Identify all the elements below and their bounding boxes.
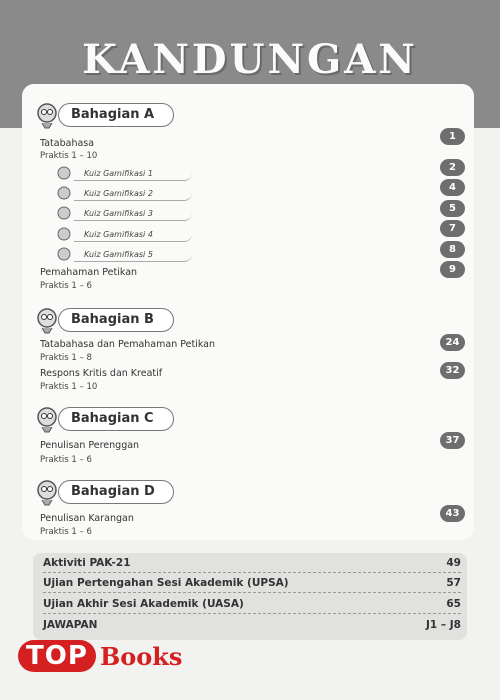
page-badge: 24 bbox=[440, 334, 465, 351]
extras-page: J1 – J8 bbox=[426, 619, 461, 631]
quiz-label: Kuiz Gamifikasi 5 bbox=[74, 247, 192, 262]
extras-label: Ujian Pertengahan Sesi Akademik (UPSA) bbox=[43, 577, 289, 589]
logo-top-text: TOP bbox=[18, 640, 96, 672]
topic-tatabahasa: Tatabahasa bbox=[40, 138, 95, 149]
extras-page: 65 bbox=[446, 598, 461, 610]
extras-label: Ujian Akhir Sesi Akademik (UASA) bbox=[43, 598, 244, 610]
extras-box bbox=[33, 553, 467, 640]
section-header-c bbox=[32, 404, 174, 434]
quiz-label: Kuiz Gamifikasi 4 bbox=[74, 227, 192, 242]
topic-item: Penulisan Karangan bbox=[40, 513, 134, 524]
extras-page: 49 bbox=[446, 557, 461, 569]
quiz-item bbox=[56, 205, 192, 221]
section-label: Bahagian A bbox=[58, 103, 174, 127]
quiz-item bbox=[56, 246, 192, 262]
logo-books-text: Books bbox=[100, 642, 183, 671]
quiz-label: Kuiz Gamifikasi 1 bbox=[74, 166, 192, 181]
extras-row bbox=[43, 573, 461, 593]
extras-label: Aktiviti PAK-21 bbox=[43, 557, 131, 569]
quiz-item bbox=[56, 185, 192, 201]
brain-icon bbox=[56, 246, 72, 262]
section-header-b bbox=[32, 305, 174, 335]
page-title: KANDUNGAN bbox=[82, 36, 418, 83]
praktis-label: Praktis 1 – 6 bbox=[40, 455, 92, 465]
section-label: Bahagian D bbox=[58, 480, 174, 504]
praktis-label: Praktis 1 – 6 bbox=[40, 281, 92, 291]
praktis-label: Praktis 1 – 10 bbox=[40, 382, 98, 392]
page-badge: 43 bbox=[440, 505, 465, 522]
quiz-item bbox=[56, 226, 192, 242]
extras-page: 57 bbox=[446, 577, 461, 589]
page-badge: 1 bbox=[440, 128, 465, 145]
topic-item: Tatabahasa dan Pemahaman Petikan bbox=[40, 339, 216, 350]
page-badge: 37 bbox=[440, 432, 465, 449]
topic-item: Penulisan Perenggan bbox=[40, 440, 140, 451]
quiz-item bbox=[56, 165, 192, 181]
section-label: Bahagian C bbox=[58, 407, 174, 431]
section-label: Bahagian B bbox=[58, 308, 174, 332]
brain-icon bbox=[56, 226, 72, 242]
section-header-a bbox=[32, 100, 174, 130]
brain-icon bbox=[56, 205, 72, 221]
praktis-label: Praktis 1 – 8 bbox=[40, 353, 92, 363]
page-badge: 8 bbox=[440, 241, 465, 258]
brain-icon bbox=[56, 165, 72, 181]
page-badge: 2 bbox=[440, 159, 465, 176]
extras-row bbox=[43, 594, 461, 614]
topic-item: Respons Kritis dan Kreatif bbox=[40, 368, 163, 379]
praktis-label: Praktis 1 – 10 bbox=[40, 151, 98, 161]
topbooks-logo bbox=[8, 628, 188, 678]
page-badge: 4 bbox=[440, 179, 465, 196]
brain-icon bbox=[56, 185, 72, 201]
page-badge: 32 bbox=[440, 362, 465, 379]
section-header-d bbox=[32, 477, 174, 507]
quiz-label: Kuiz Gamifikasi 3 bbox=[74, 206, 192, 221]
quiz-label: Kuiz Gamifikasi 2 bbox=[74, 186, 192, 201]
praktis-label: Praktis 1 – 6 bbox=[40, 527, 92, 537]
page-badge: 7 bbox=[440, 220, 465, 237]
extras-label: JAWAPAN bbox=[43, 619, 98, 631]
extras-row bbox=[43, 553, 461, 573]
page-badge: 5 bbox=[440, 200, 465, 217]
topic-pemahaman: Pemahaman Petikan bbox=[40, 267, 138, 278]
page-badge: 9 bbox=[440, 261, 465, 278]
